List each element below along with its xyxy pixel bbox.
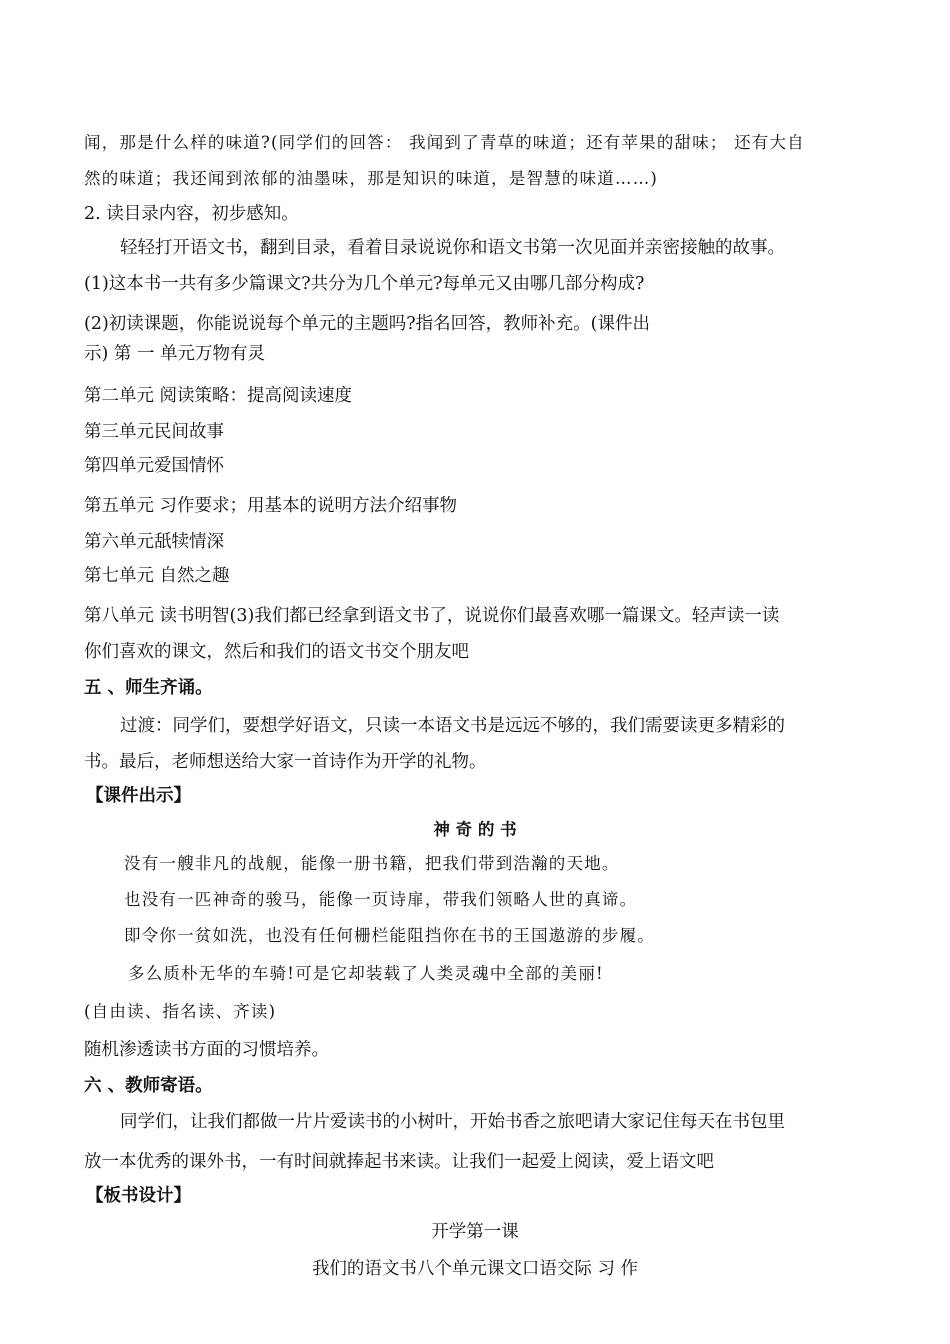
board-title: 开学第一课 xyxy=(431,1222,519,1242)
text-line: 书。最后，老师想送给大家一首诗作为开学的礼物。 xyxy=(84,752,487,772)
text-line: 闻，那是什么样的味道?(同学们的回答： 我闻到了青草的味道；还有苹果的甜味； 还有大自 xyxy=(84,133,805,152)
text-line: (自由读、指名读、齐读) xyxy=(84,1002,277,1021)
text-line: 你们喜欢的课文，然后和我们的语文书交个朋友吧 xyxy=(84,642,469,662)
text-line: 同学们，让我们都做一片片爱读书的小树叶，开始书香之旅吧请大家记住每天在书包里 xyxy=(120,1112,785,1132)
poem-line: 多么质朴无华的车骑!可是它却装载了人类灵魂中全部的美丽! xyxy=(128,964,604,983)
poem-line: 没有一艘非凡的战舰，能像一册书籍，把我们带到浩瀚的天地。 xyxy=(124,854,620,873)
unit-4: 第四单元爱国情怀 xyxy=(84,456,224,476)
unit-1: 示) 第 一 单元万物有灵 xyxy=(84,344,266,364)
question-2: (2)初读课题，你能说说每个单元的主题吗?指名回答，教师补充。(课件出 xyxy=(84,314,650,334)
bracket-heading: 【课件出示】 xyxy=(86,786,191,806)
unit-5: 第五单元 习作要求；用基本的说明方法介绍事物 xyxy=(84,496,458,516)
bracket-heading: 【板书设计】 xyxy=(86,1186,191,1206)
unit-7: 第七单元 自然之趣 xyxy=(84,566,230,586)
step-heading: 2. 读目录内容，初步感知。 xyxy=(84,204,299,224)
question-1: (1)这本书一共有多少篇课文?共分为几个单元?每单元又由哪几部分构成? xyxy=(84,274,645,294)
poem-line: 也没有一匹神奇的骏马，能像一页诗扉，带我们领略人世的真谛。 xyxy=(124,890,638,909)
text-line: 轻轻打开语文书，翻到目录，看着目录说说你和语文书第一次见面并亲密接触的故事。 xyxy=(120,238,785,258)
text-line: 过渡：同学们，要想学好语文，只读一本语文书是远远不够的，我们需要读更多精彩的 xyxy=(120,716,785,736)
unit-3: 第三单元民间故事 xyxy=(84,422,224,442)
text-line: 放一本优秀的课外书，一有时间就捧起书来读。让我们一起爱上阅读，爱上语文吧 xyxy=(84,1152,714,1172)
poem-title: 神 奇 的 书 xyxy=(433,820,517,839)
section-heading: 六 、教师寄语。 xyxy=(84,1076,213,1096)
unit-2: 第二单元 阅读策略：提高阅读速度 xyxy=(84,386,353,406)
text-line: 然的味道；我还闻到浓郁的油墨味，那是知识的味道，是智慧的味道……) xyxy=(84,169,659,188)
unit-6: 第六单元舐犊情深 xyxy=(84,532,224,552)
section-heading: 五 、师生齐诵。 xyxy=(84,678,213,698)
poem-line: 即令你一贫如洗，也没有任何栅栏能阻挡你在书的王国遨游的步履。 xyxy=(124,926,655,945)
unit-8: 第八单元 读书明智(3)我们都已经拿到语文书了，说说你们最喜欢哪一篇课文。轻声读一读 xyxy=(84,606,780,626)
text-line: 随机渗透读书方面的习惯培养。 xyxy=(84,1040,329,1060)
board-line: 我们的语文书八个单元课文口语交际 习 作 xyxy=(311,1259,639,1279)
